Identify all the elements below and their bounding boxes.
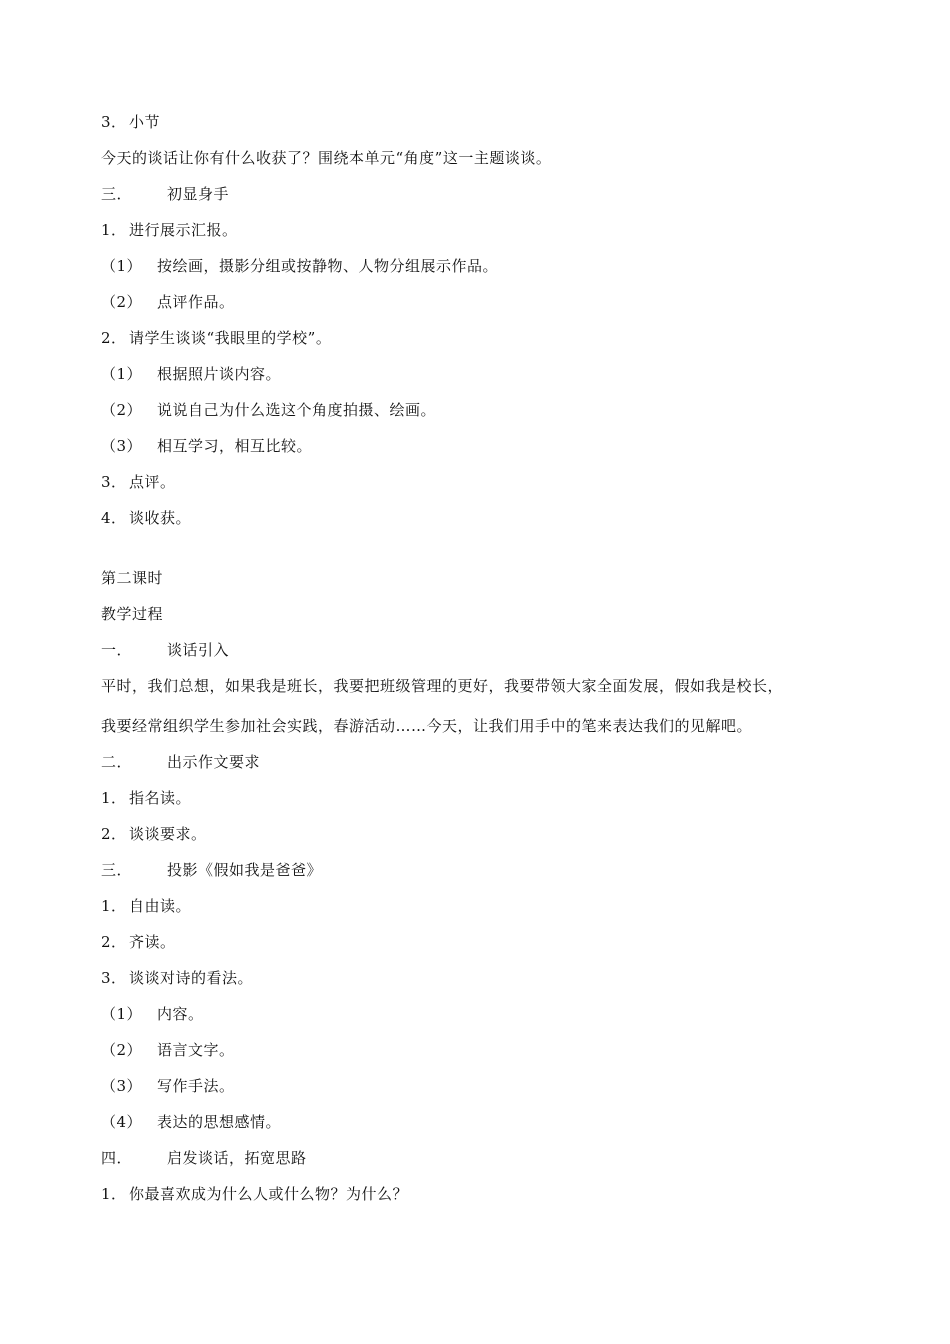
list-marker: 3． bbox=[101, 969, 127, 987]
list-marker: 二． bbox=[101, 753, 133, 771]
list-marker: 1． bbox=[101, 221, 127, 239]
line-text: 点评。 bbox=[129, 473, 176, 491]
line-text: 第二课时 bbox=[101, 569, 164, 587]
list-item bbox=[101, 112, 160, 132]
line-text: 谈谈对诗的看法。 bbox=[129, 969, 254, 987]
list-marker: 三． bbox=[101, 861, 133, 879]
line-text: 小节 bbox=[129, 113, 161, 131]
list-item bbox=[101, 788, 191, 808]
line-text: 写作手法。 bbox=[157, 1077, 235, 1095]
section-heading bbox=[101, 184, 229, 204]
line-text: 谈谈要求。 bbox=[129, 825, 207, 843]
list-item bbox=[101, 1004, 204, 1024]
line-text: 谈话引入 bbox=[167, 641, 230, 659]
paragraph-line bbox=[101, 676, 783, 696]
line-text: 表达的思想感情。 bbox=[157, 1113, 282, 1131]
line-text: 投影《假如我是爸爸》 bbox=[167, 861, 323, 879]
paragraph-line bbox=[101, 568, 163, 588]
line-text: 启发谈话，拓宽思路 bbox=[167, 1149, 307, 1167]
list-marker: 3． bbox=[101, 113, 127, 131]
section-heading bbox=[101, 1148, 307, 1168]
list-item bbox=[101, 256, 498, 276]
line-text: 教学过程 bbox=[101, 605, 164, 623]
list-item bbox=[101, 896, 191, 916]
list-marker: （1） bbox=[101, 1005, 143, 1023]
line-text: 点评作品。 bbox=[157, 293, 235, 311]
line-text: 你最喜欢成为什么人或什么物？为什么？ bbox=[129, 1185, 409, 1203]
list-item bbox=[101, 508, 191, 528]
list-item bbox=[101, 436, 312, 456]
list-marker: 2． bbox=[101, 933, 127, 951]
line-text: 相互学习，相互比较。 bbox=[157, 437, 313, 455]
section-heading bbox=[101, 860, 322, 880]
list-marker: 四． bbox=[101, 1149, 133, 1167]
list-marker: （2） bbox=[101, 293, 143, 311]
list-item bbox=[101, 1076, 235, 1096]
line-text: 初显身手 bbox=[167, 185, 230, 203]
list-marker: （1） bbox=[101, 257, 143, 275]
list-item bbox=[101, 932, 176, 952]
list-item bbox=[101, 400, 436, 420]
list-marker: 3． bbox=[101, 473, 127, 491]
line-text: 指名读。 bbox=[129, 789, 192, 807]
list-marker: （2） bbox=[101, 1041, 143, 1059]
list-item bbox=[101, 364, 281, 384]
list-item bbox=[101, 328, 331, 348]
list-item bbox=[101, 1040, 235, 1060]
list-marker: 1． bbox=[101, 789, 127, 807]
line-text: 按绘画，摄影分组或按静物、人物分组展示作品。 bbox=[157, 257, 499, 275]
list-item bbox=[101, 292, 235, 312]
list-marker: （3） bbox=[101, 1077, 143, 1095]
list-marker: 4． bbox=[101, 509, 127, 527]
line-text: 语言文字。 bbox=[157, 1041, 235, 1059]
line-text: 我要经常组织学生参加社会实践，春游活动……今天，让我们用手中的笔来表达我们的见解吧。 bbox=[101, 717, 753, 735]
list-marker: 2． bbox=[101, 329, 127, 347]
list-marker: 三． bbox=[101, 185, 133, 203]
list-marker: （3） bbox=[101, 437, 143, 455]
paragraph-line bbox=[101, 716, 752, 736]
line-text: 请学生谈谈“我眼里的学校”。 bbox=[129, 329, 332, 347]
line-text: 今天的谈话让你有什么收获了？围绕本单元“角度”这一主题谈谈。 bbox=[101, 149, 552, 167]
section-heading bbox=[101, 640, 229, 660]
list-item bbox=[101, 472, 176, 492]
line-text: 内容。 bbox=[157, 1005, 204, 1023]
section-heading bbox=[101, 752, 260, 772]
list-marker: （1） bbox=[101, 365, 143, 383]
line-text: 平时，我们总想，如果我是班长，我要把班级管理的更好，我要带领大家全面发展，假如我是校长， bbox=[101, 677, 784, 695]
list-item bbox=[101, 968, 253, 988]
line-text: 根据照片谈内容。 bbox=[157, 365, 282, 383]
list-marker: 1． bbox=[101, 897, 127, 915]
line-text: 进行展示汇报。 bbox=[129, 221, 238, 239]
line-text: 谈收获。 bbox=[129, 509, 192, 527]
line-text: 自由读。 bbox=[129, 897, 192, 915]
list-marker: 1． bbox=[101, 1185, 127, 1203]
line-text: 出示作文要求 bbox=[167, 753, 261, 771]
paragraph-line bbox=[101, 604, 163, 624]
paragraph-line bbox=[101, 148, 551, 168]
list-item bbox=[101, 1184, 408, 1204]
line-text: 齐读。 bbox=[129, 933, 176, 951]
list-marker: 2． bbox=[101, 825, 127, 843]
list-item bbox=[101, 824, 207, 844]
list-marker: （4） bbox=[101, 1113, 143, 1131]
line-text: 说说自己为什么选这个角度拍摄、绘画。 bbox=[157, 401, 437, 419]
list-item bbox=[101, 1112, 281, 1132]
list-marker: 一． bbox=[101, 641, 133, 659]
list-item bbox=[101, 220, 238, 240]
list-marker: （2） bbox=[101, 401, 143, 419]
